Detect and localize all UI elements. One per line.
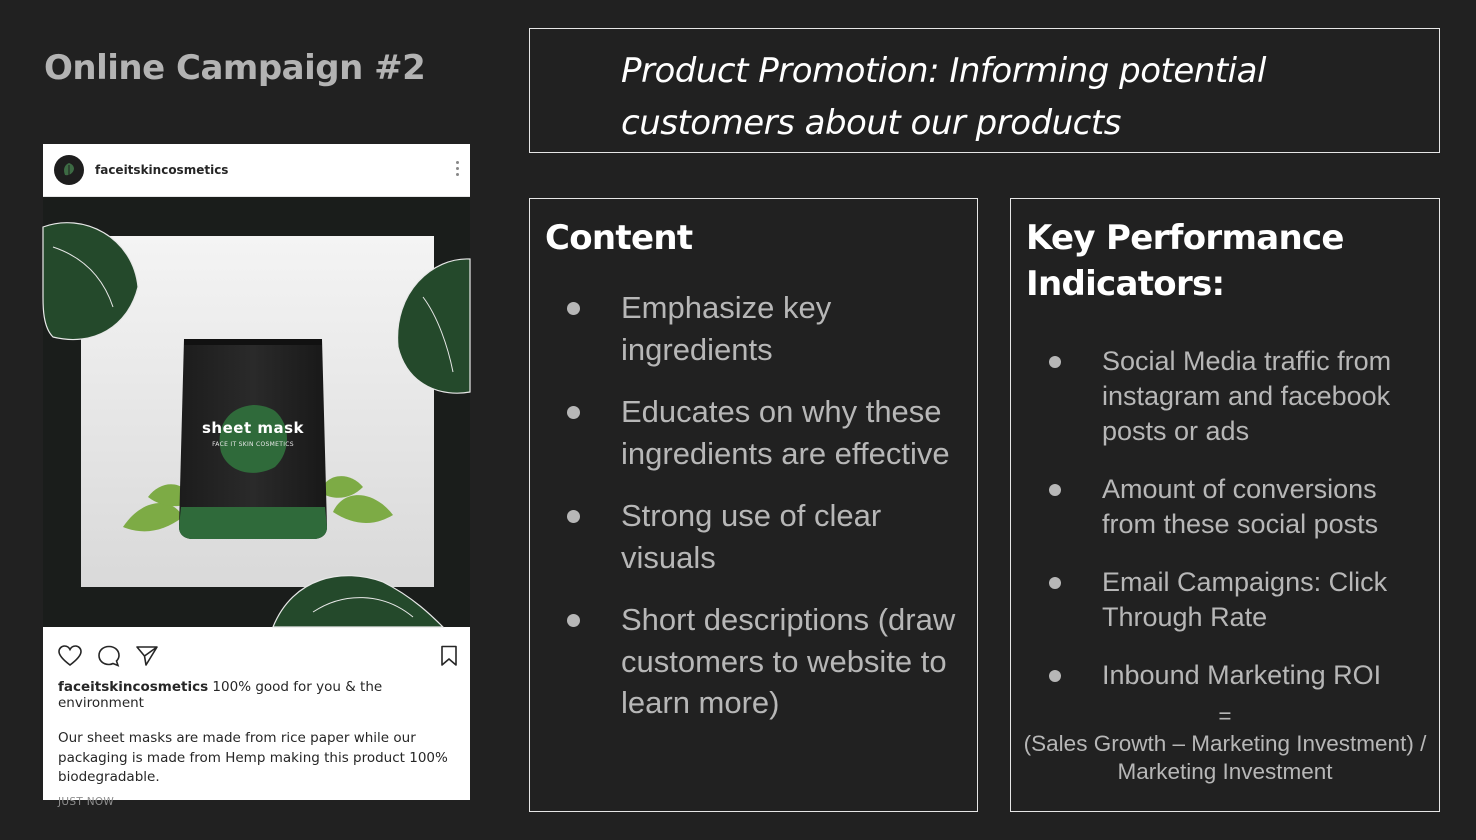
list-item (1011, 472, 1436, 542)
bullet-icon (1049, 670, 1061, 682)
bullet-icon (567, 406, 580, 419)
instagram-post (43, 144, 470, 808)
list-item (530, 391, 970, 474)
formula-text: (Sales Growth – Marketing Investment) / Marketing Investment (1023, 731, 1427, 784)
bullet-icon (1049, 356, 1061, 368)
avatar[interactable] (54, 155, 84, 185)
list-item (1011, 344, 1436, 449)
bullet-icon (567, 614, 580, 627)
content-heading: Content (545, 218, 693, 258)
comment-icon[interactable] (97, 645, 121, 667)
bullet-icon (1049, 577, 1061, 589)
kpi-list (1011, 344, 1436, 693)
list-item-text: Amount of conversions from these social posts (1102, 474, 1379, 539)
heart-icon[interactable] (58, 645, 82, 667)
post-caption (58, 679, 470, 711)
caption-username[interactable]: faceitskincosmetics (58, 679, 209, 695)
post-body: Our sheet masks are made from rice paper while our packaging is made from Hemp making this product 100% biodegradable. (58, 730, 448, 785)
kpi-heading: Key Performance Indicators: (1026, 218, 1344, 304)
post-image (43, 197, 470, 627)
list-item-text: Social Media traffic from instagram and facebook posts or ads (1102, 346, 1392, 446)
list-item (530, 495, 970, 578)
post-timestamp: JUST NOW (58, 795, 115, 808)
bullet-icon (567, 510, 580, 523)
bullet-icon (567, 302, 580, 315)
post-username[interactable]: faceitskincosmetics (95, 163, 229, 177)
list-item (530, 287, 970, 370)
caption-text: 100% good for you & the environment (58, 679, 383, 711)
share-icon[interactable] (135, 645, 159, 667)
roi-formula (1011, 702, 1439, 786)
list-item (530, 599, 970, 724)
list-item-text: Email Campaigns: Click Through Rate (1102, 567, 1388, 632)
list-item-text: Emphasize key ingredients (621, 290, 832, 367)
kpi-box (1010, 198, 1440, 812)
list-item (1011, 658, 1436, 693)
post-actions (43, 627, 470, 683)
content-box (529, 198, 978, 812)
bullet-icon (1049, 484, 1061, 496)
list-item (1011, 565, 1436, 635)
formula-equals: = (1218, 703, 1232, 728)
product-name: sheet mask (201, 419, 304, 437)
list-item-text: Strong use of clear visuals (621, 498, 882, 575)
promotion-box (529, 28, 1440, 153)
product-brand: FACE IT SKIN COSMETICS (212, 441, 294, 448)
slide-title: Online Campaign #2 (44, 48, 426, 88)
promotion-text: Product Promotion: Informing potential customers about our products (621, 51, 1266, 143)
content-list (530, 287, 970, 745)
more-options-icon[interactable] (454, 158, 460, 179)
post-header (43, 144, 470, 197)
list-item-text: Short descriptions (draw customers to website to learn more) (621, 602, 956, 720)
list-item-text: Inbound Marketing ROI (1102, 660, 1382, 690)
bookmark-icon[interactable] (440, 645, 458, 667)
list-item-text: Educates on why these ingredients are effective (621, 394, 950, 471)
